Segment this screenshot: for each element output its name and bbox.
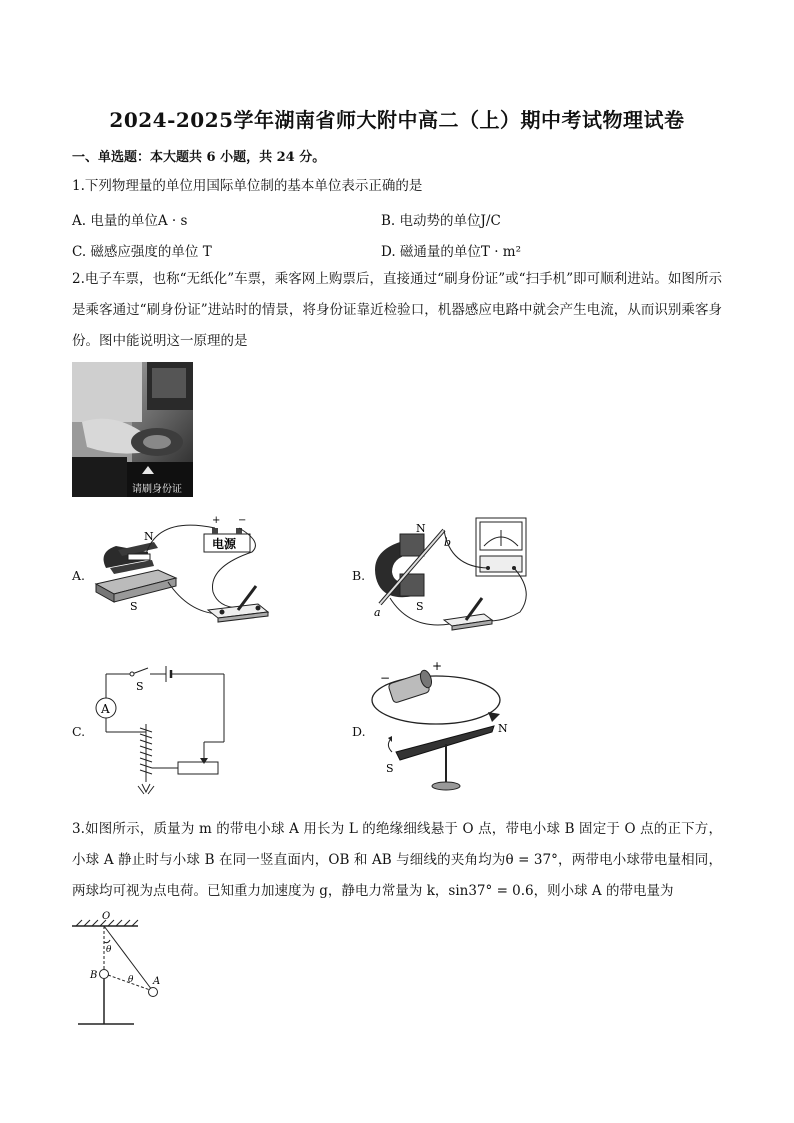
fig-a-n-label: N [144, 530, 154, 543]
q1-option-a: A. 电量的单位A · s [72, 213, 188, 229]
fig-b-b-label: b [444, 536, 452, 549]
q3-stem: 3.如图所示，质量为 m 的带电小球 A 用长为 L 的绝缘细线悬于 O 点，带电小球 B 固定于 O 点的正下方，小球 A 静止时与小球 B 在同一竖直面内，OB 和 AB 与细线的夹角均为θ = 37°，两带电小球带电量相同，两球均可视为点电荷。已知重力加速度为 g，静电力常量为 k，sin37° = 0.6，则小球 A 的带电量为 [72, 821, 722, 899]
fig-d-plus: + [432, 660, 443, 673]
section-heading: 一、单选题：本大题共 6 小题，共 24 分。 [72, 150, 326, 165]
photo-sign-text: 请刷身份证 [132, 484, 182, 495]
q1-option-c: C. 磁感应强度的单位 T [72, 244, 212, 260]
fig-a-minus: − [238, 515, 247, 526]
page-title: 2024-2025学年湖南省师大附中高二（上）期中考试物理试卷 [109, 108, 685, 132]
q2-option-b-label: B. [352, 568, 366, 583]
q2-option-a-label: A. [72, 568, 86, 583]
figure-a [88, 512, 278, 641]
q1-stem: 1.下列物理量的单位用国际单位制的基本单位表示正确的是 [72, 178, 423, 194]
fig-a-s-label: S [130, 600, 138, 613]
q2-option-d-label: D. [352, 724, 366, 739]
fig-a-source-label: 电源 [212, 537, 237, 551]
figure-c [88, 662, 238, 801]
q3-fig-a-label: A [153, 976, 161, 987]
id-scan-photo [72, 362, 193, 497]
figure-d [370, 660, 520, 804]
q3-fig-b-label: B [90, 970, 98, 981]
q3-fig-theta-bottom: θ [128, 975, 134, 985]
fig-b-a-label: a [374, 606, 381, 619]
fig-a-plus: + [212, 515, 221, 526]
q1-option-b: B. 电动势的单位J/C [381, 213, 501, 229]
q2-stem: 2.电子车票，也称“无纸化”车票，乘客网上购票后，直接通过“刷身份证”或“扫手机”即可顺利进站。如图所示是乘客通过“刷身份证”进站时的情景，将身份证靠近检验口，机器感应电路中就会产生电流，从而识别乘客身份。图中能说明这一原理的是 [72, 271, 722, 349]
q3-figure [72, 908, 172, 1034]
q1-option-d: D. 磁通量的单位T · m² [381, 244, 522, 260]
fig-c-ammeter-label: A [101, 702, 110, 716]
fig-d-n-label: N [498, 722, 508, 735]
fig-b-s-label: S [416, 600, 424, 613]
q2-option-c-label: C. [72, 724, 86, 739]
fig-b-n-label: N [416, 522, 426, 535]
fig-d-s-label: S [386, 762, 394, 775]
fig-d-minus: − [380, 671, 391, 685]
figure-b [370, 512, 540, 641]
q3-fig-o-label: O [102, 911, 111, 922]
q3-fig-theta-top: θ [106, 945, 112, 955]
fig-c-switch-label: S [136, 680, 144, 693]
